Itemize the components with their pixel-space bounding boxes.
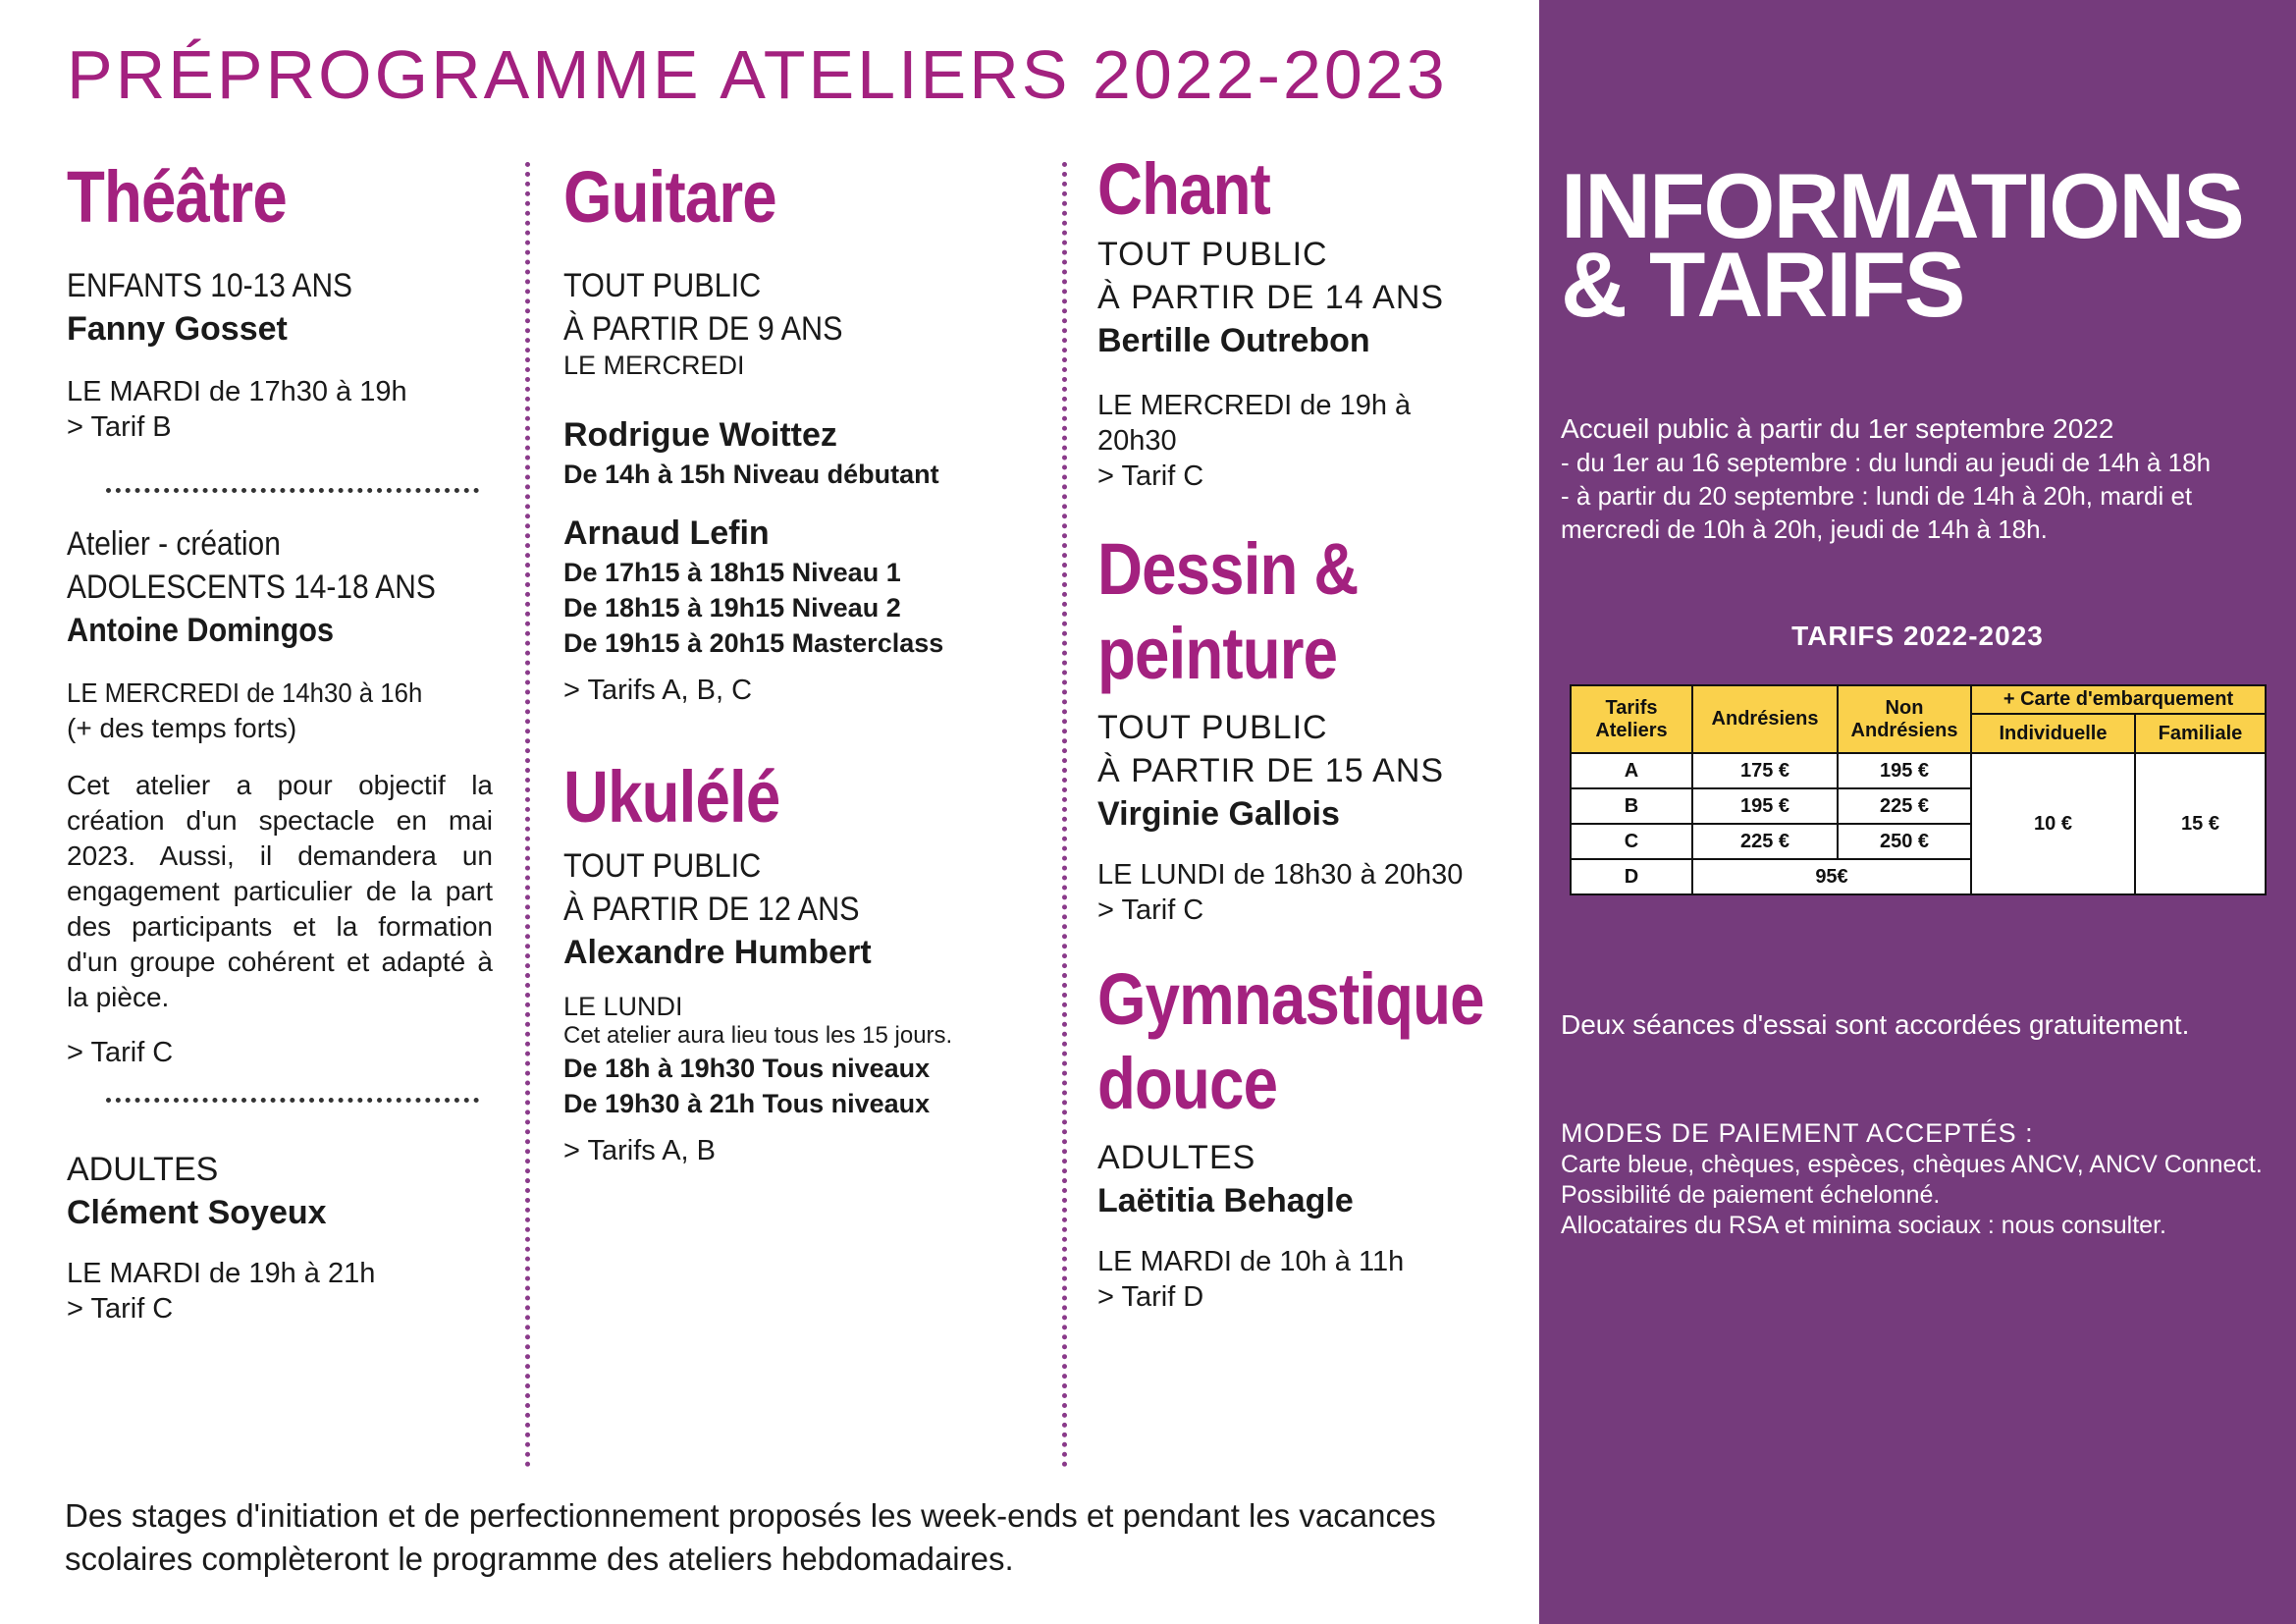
schedule-text: LE MARDI de 19h à 21h (67, 1258, 376, 1290)
section-title-ukulele: Ukulélé (563, 756, 780, 839)
table-cell: 225 € (1838, 788, 1971, 824)
audience-label: ADULTES (1097, 1139, 1256, 1177)
tarifs-title: TARIFS 2022-2023 (1791, 621, 2044, 651)
schedule-text: De 17h15 à 18h15 Niveau 1 (563, 558, 901, 588)
payment-modes-line: Allocataires du RSA et minima sociaux : nous consulter. (1561, 1212, 2166, 1239)
table-cell: 15 € (2135, 753, 2266, 894)
age-label: À PARTIR DE 9 ANS (563, 310, 843, 349)
opening-hours (1561, 412, 2287, 546)
schedule-text: LE MERCREDI de 14h30 à 16h (67, 677, 423, 709)
page-title: PRÉPROGRAMME ATELIERS 2022-2023 (67, 36, 1448, 113)
opening-hours-line: - du 1er au 16 septembre : du lundi au jeudi de 14h à 18h (1561, 448, 2212, 477)
teacher-name: Arnaud Lefin (563, 514, 770, 553)
tarif-text: > Tarifs A, B, C (563, 675, 753, 707)
day-label: LE LUNDI (563, 992, 683, 1022)
table-row (1571, 753, 2266, 788)
table-cell: B (1571, 788, 1692, 824)
opening-hours-line: - à partir du 20 septembre : lundi de 14h à 20h, mardi et mercredi de 10h à 20h, jeudi de 14h à 18h. (1561, 481, 2193, 544)
tarif-text: > Tarif C (67, 1293, 174, 1326)
teacher-name: Alexandre Humbert (563, 934, 872, 972)
schedule-text: 20h30 (1097, 425, 1177, 458)
teacher-name: Rodrigue Woittez (563, 416, 837, 455)
opening-hours-title: Accueil public à partir du 1er septembre 2022 (1561, 413, 2114, 444)
table-cell: 195 € (1692, 788, 1838, 824)
table-cell: 10 € (1971, 753, 2135, 894)
schedule-text: De 19h30 à 21h Tous niveaux (563, 1089, 931, 1119)
payment-modes (1561, 1116, 2287, 1241)
tarif-text: > Tarif B (67, 411, 172, 444)
tarif-text: > Tarif C (67, 1037, 174, 1069)
column-divider (1062, 162, 1067, 1468)
teacher-name: Virginie Gallois (1097, 795, 1340, 834)
table-cell: 175 € (1692, 753, 1838, 788)
panel-title (1561, 154, 2243, 336)
schedule-text: LE MERCREDI de 19h à (1097, 390, 1412, 422)
age-label: À PARTIR DE 12 ANS (563, 891, 860, 929)
audience-label: TOUT PUBLIC (1097, 236, 1328, 274)
workshop-label: Atelier - création (67, 525, 281, 564)
trial-note: Deux séances d'essai sont accordées gratuitement. (1561, 1009, 2190, 1040)
teacher-name: Bertille Outrebon (1097, 322, 1370, 360)
teacher-name: Fanny Gosset (67, 310, 288, 349)
tarif-text: > Tarif C (1097, 460, 1204, 493)
audience-label: ENFANTS 10-13 ANS (67, 267, 353, 305)
schedule-text: De 18h15 à 19h15 Niveau 2 (563, 593, 901, 623)
workshop-description: Cet atelier a pour objectif la création d'un spectacle en mai 2023. Aussi, il demandera un engagement particulier de la part des participants et la formation d'un groupe cohérent et adapté à la pièce. (67, 770, 493, 1013)
audience-label: TOUT PUBLIC (563, 267, 762, 305)
table-cell: 95€ (1692, 859, 1971, 894)
section-title-dessin: Dessin & (1097, 528, 1359, 611)
section-title-gym: Gymnastique (1097, 958, 1484, 1041)
schedule-note: (+ des temps forts) (67, 713, 297, 744)
schedule-text: De 19h15 à 20h15 Masterclass (563, 628, 944, 659)
payment-modes-line: Possibilité de paiement échelonné. (1561, 1181, 1941, 1209)
col-header: + Carte d'embarquement (1971, 685, 2266, 714)
schedule-note: Cet atelier aura lieu tous les 15 jours. (563, 1022, 953, 1050)
tarif-text: > Tarifs A, B (563, 1135, 717, 1167)
guitare-section (563, 155, 1035, 1168)
tarifs-table (1570, 684, 2267, 895)
table-cell: 250 € (1838, 824, 1971, 859)
tarif-text: > Tarif C (1097, 894, 1204, 927)
audience-label: TOUT PUBLIC (563, 847, 762, 886)
teacher-name: Laëtitia Behagle (1097, 1182, 1354, 1220)
schedule-text: LE LUNDI de 18h30 à 20h30 (1097, 859, 1464, 892)
section-title-guitare: Guitare (563, 156, 776, 238)
table-cell: D (1571, 859, 1692, 894)
table-cell: C (1571, 824, 1692, 859)
section-title-chant: Chant (1097, 148, 1271, 230)
table-cell: 225 € (1692, 824, 1838, 859)
info-panel (1539, 0, 2296, 1624)
section-title-gym: douce (1097, 1043, 1278, 1125)
schedule-text: LE MARDI de 17h30 à 19h (67, 376, 407, 408)
payment-modes-line: Carte bleue, chèques, espèces, chèques ANCV, ANCV Connect. (1561, 1151, 2263, 1178)
col-header: Tarifs Ateliers (1571, 685, 1692, 753)
age-label: À PARTIR DE 14 ANS (1097, 279, 1445, 317)
bottom-note: Des stages d'initiation et de perfectionnement proposés les week-ends et pendant les vacances scolaires complèteront le programme des ateliers hebdomadaires. (65, 1497, 1436, 1577)
schedule-text: LE MARDI de 10h à 11h (1097, 1246, 1405, 1278)
column-divider (525, 162, 530, 1468)
section-title-dessin: peinture (1097, 613, 1338, 695)
col-header: Individuelle (1971, 714, 2135, 753)
day-label: LE MERCREDI (563, 351, 745, 381)
audience-label: ADULTES (67, 1151, 219, 1189)
payment-modes-title: MODES DE PAIEMENT ACCEPTÉS : (1561, 1118, 2034, 1148)
panel-title-line: INFORMATIONS (1561, 154, 2243, 257)
teacher-name: Clément Soyeux (67, 1194, 327, 1232)
col-header: Andrésiens (1692, 685, 1838, 753)
col-header: Non Andrésiens (1838, 685, 1971, 753)
schedule-text: De 18h à 19h30 Tous niveaux (563, 1054, 931, 1084)
section-title-theatre: Théâtre (67, 156, 287, 238)
schedule-text: De 14h à 15h Niveau débutant (563, 460, 939, 490)
table-cell: 195 € (1838, 753, 1971, 788)
panel-title-line: & TARIFS (1561, 233, 1964, 336)
tarif-text: > Tarif D (1097, 1281, 1204, 1314)
table-cell: A (1571, 753, 1692, 788)
audience-label: ADOLESCENTS 14-18 ANS (67, 568, 436, 607)
col-header: Familiale (2135, 714, 2266, 753)
audience-label: TOUT PUBLIC (1097, 709, 1328, 747)
theatre-section (67, 155, 499, 1326)
chant-section (1097, 147, 1539, 1315)
age-label: À PARTIR DE 15 ANS (1097, 752, 1445, 790)
teacher-name: Antoine Domingos (67, 612, 334, 650)
